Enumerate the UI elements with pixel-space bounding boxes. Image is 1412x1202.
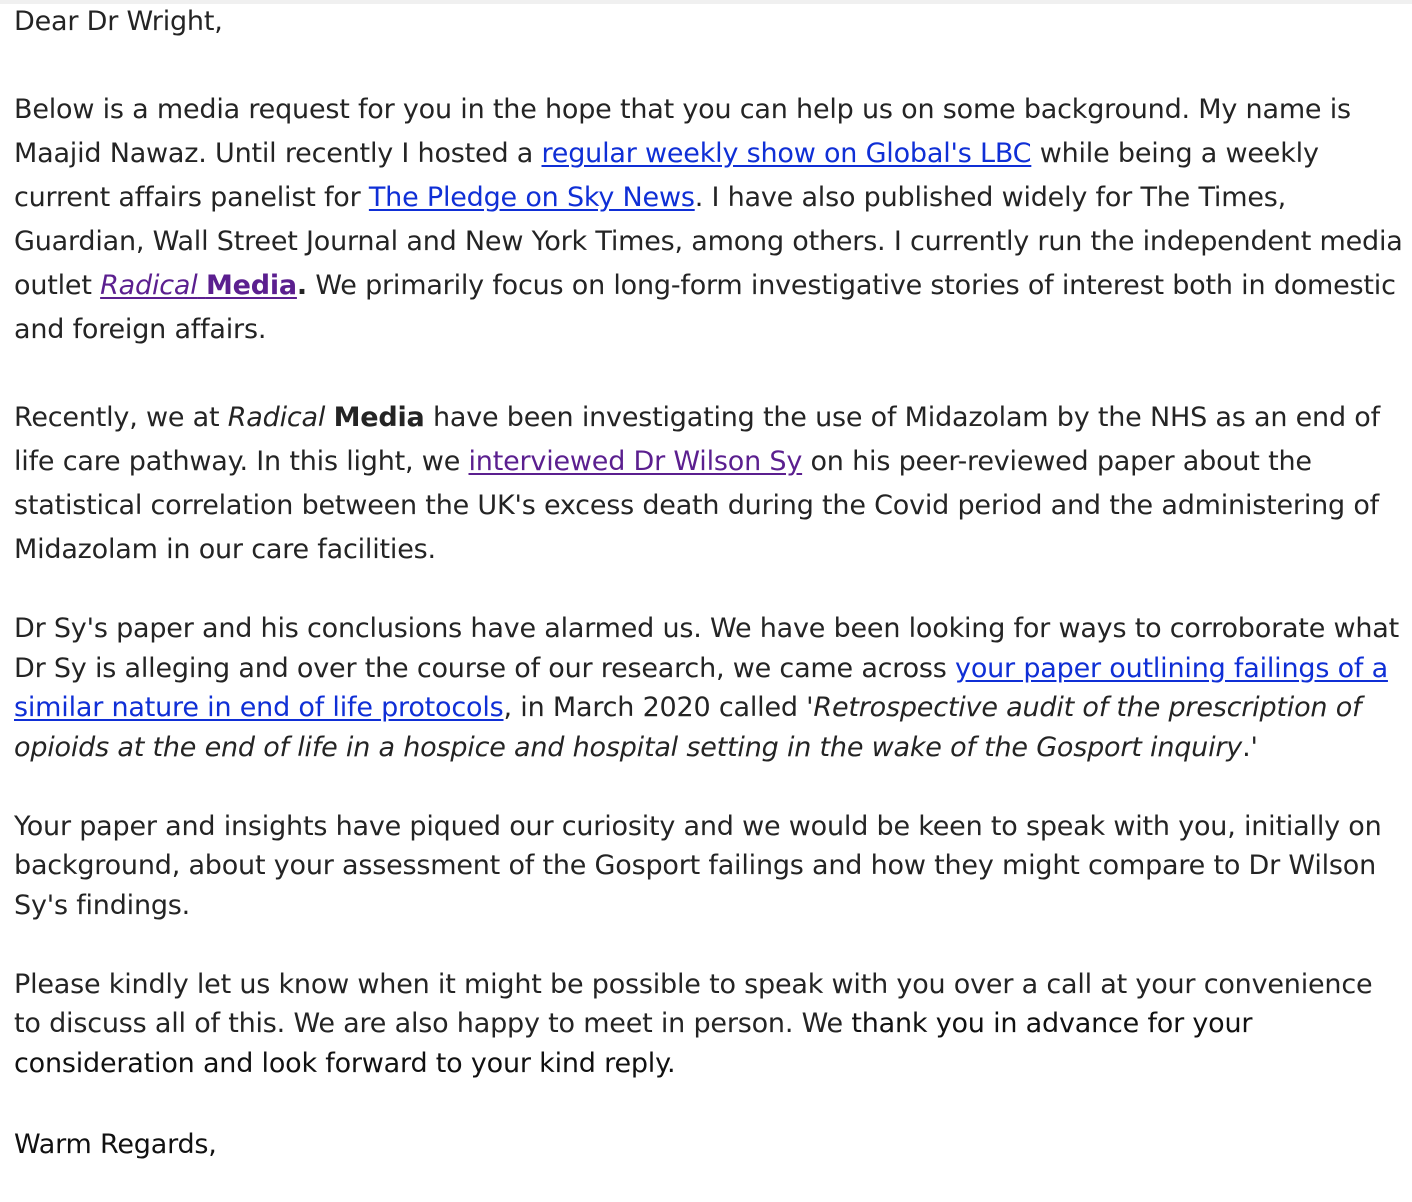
signoff: Warm Regards, [14,1129,217,1160]
link-radical-text: Radical [100,270,198,301]
text: on his peer-reviewed paper about the statistical correlation between the UK's excess death during the Covid period and the administering of Midazolam in our care facilities. [14,446,1379,565]
paragraph-investigation [14,396,1406,572]
paragraph-request: Your paper and insights have piqued our curiosity and we would be keen to speak with you, initially on background, about your assessment of the Gosport failings and how they might compare to Dr Wilson Sy's findings. [14,810,1382,921]
paragraph-closing [14,965,1406,1084]
email-body [14,0,1406,1165]
text: have been investigating the use of Midazolam by the NHS as an end of life care pathway. In this light, we [14,402,1380,477]
text-period: . [296,270,307,301]
radical-italic: Radical [227,402,326,433]
paragraph-research [14,609,1406,767]
text: Dr Sy's paper and his conclusions have alarmed us. We have been looking for ways to corroborate what Dr Sy is alleging and over the course of our research, we came across [14,613,1400,684]
space [325,402,333,433]
link-media-text: Media [205,270,297,301]
paper-title: Retrospective audit of the prescription of opioids at the end of life in a hospice and hospital setting in the wake of the Gosport inquiry [14,692,1362,763]
link-lbc-show[interactable]: regular weekly show on Global's LBC [541,138,1032,169]
link-space [198,270,206,301]
text: . I have also published widely for The Times, Guardian, Wall Street Journal and New York Times, among others. I currently run the independent media outlet [14,182,1403,301]
text: while being a weekly current affairs panelist for [14,138,1319,213]
greeting: Dear Dr Wright, [14,6,223,37]
link-radical-media[interactable] [100,270,297,301]
link-pledge-sky-news[interactable]: The Pledge on Sky News [368,182,695,213]
text: , in March 2020 called ' [503,692,814,723]
media-bold: Media [333,402,425,433]
text: Below is a media request for you in the hope that you can help us on some background. My name is Maajid Nawaz. Until recently I hosted a [14,94,1351,169]
text: .' [1242,731,1258,763]
link-interview-wilson-sy[interactable]: interviewed Dr Wilson Sy [468,446,803,477]
link-your-paper[interactable]: your paper outlining failings of a similar nature in end of life protocols [14,652,1388,723]
paragraph-intro [14,88,1406,352]
text: thank you in advance for your consideration and look forward to your kind reply. [14,1008,1253,1079]
text: Recently, we at [14,402,228,433]
text: We primarily focus on long-form investigative stories of interest both in domestic and foreign affairs. [14,270,1396,345]
text: Please kindly let us know when it might be possible to speak with you over a call at your convenience to discuss all of this. We are also happy to meet in person. We [14,968,1373,1039]
